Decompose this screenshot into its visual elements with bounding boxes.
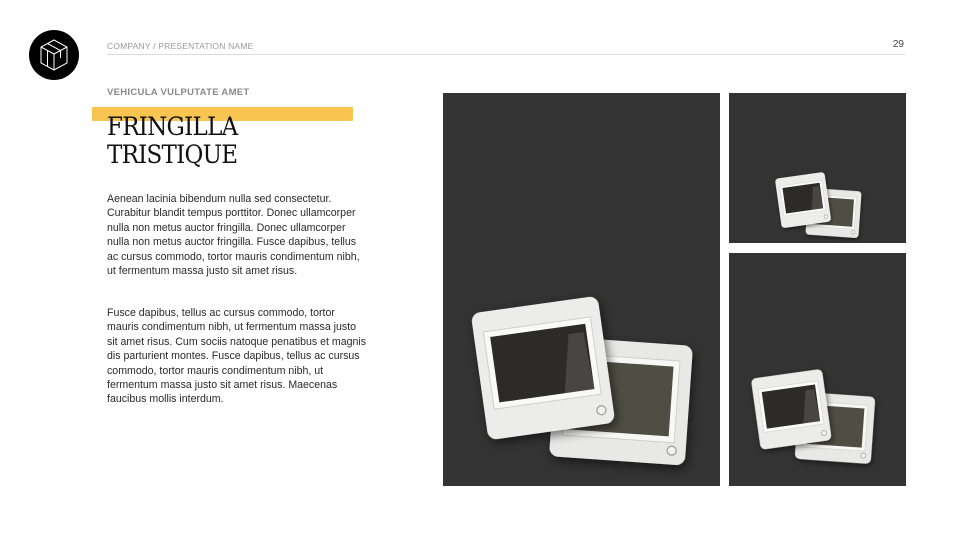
photo-slides-image-bottom	[729, 253, 906, 486]
body-paragraph-2: Fusce dapibus, tellus ac cursus commodo, tortor mauris condimentum nibh, ut fermentum massa justo sit amet risus. Cum sociis natoque penatibus et magnis dis parturient montes. Fusce dapibus, tellus ac cursus commodo, tortor mauris condimentum nibh, ut fermentum massa justo sit amet risus. Maecenas faucibus mollis interdum.	[107, 307, 367, 406]
photo-slides-icon	[729, 253, 906, 486]
photo-slides-icon	[729, 93, 906, 243]
title-line-1: FRINGILLA	[107, 112, 238, 141]
company-logo	[29, 30, 79, 80]
company-presentation-name: COMPANY / PRESENTATION NAME	[107, 41, 254, 51]
section-subtitle: VEHICULA VULPUTATE AMET	[107, 87, 250, 98]
photo-slides-icon	[443, 93, 720, 486]
cube-logo-icon	[39, 38, 69, 72]
page-number: 29	[892, 39, 904, 50]
photo-slides-image-top	[729, 93, 906, 243]
slide-title	[107, 113, 237, 169]
title-line-2: TRISTIQUE	[107, 140, 238, 169]
body-paragraph-1: Aenean lacinia bibendum nulla sed consectetur. Curabitur blandit tempus porttitor. Donec ullamcorper nulla non metus auctor fringilla. Donec ullamcorper nulla non metus auctor fringilla. Fusce dapibus, tellus ac cursus commodo, tortor mauris condimentum nibh, ut fermentum massa justo sit amet risus.	[107, 193, 360, 278]
photo-slides-image-large	[443, 93, 720, 486]
header-divider	[107, 54, 905, 55]
